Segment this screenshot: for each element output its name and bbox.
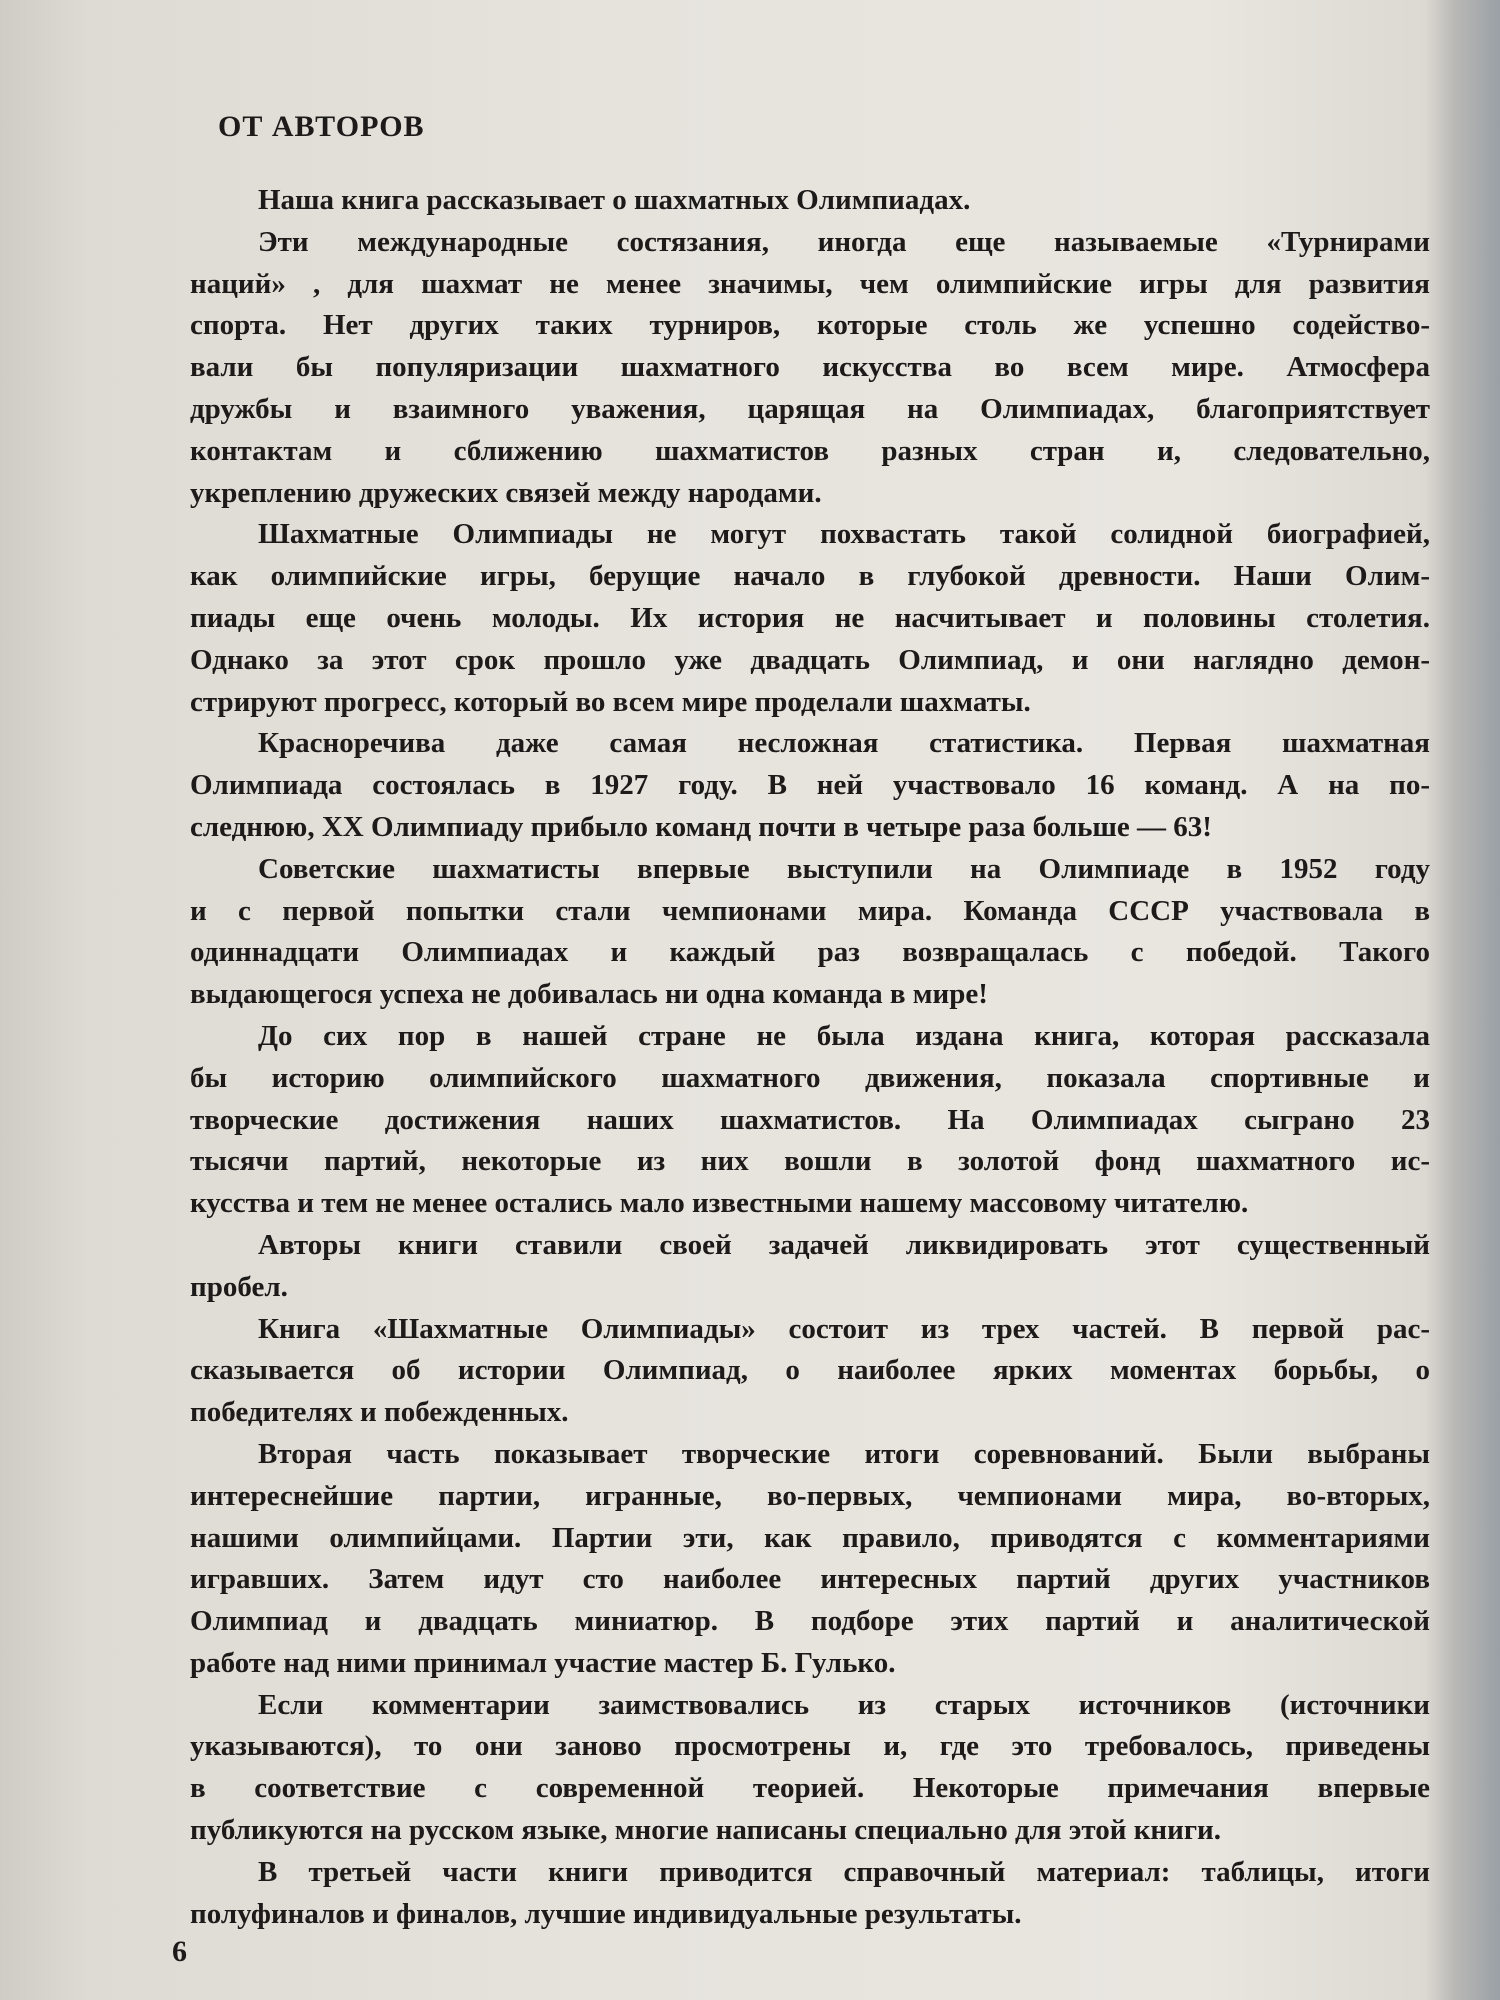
text-line: Если комментарии заимствовались из старых источников (источники: [258, 1688, 1430, 1721]
text-line: Однако за этот срок прошло уже двадцать Олимпиад, и они наглядно демон-: [190, 643, 1430, 676]
text-line: Советские шахматисты впервые выступили на Олимпиаде в 1952 году: [258, 852, 1430, 885]
page-heading: ОТ АВТОРОВ: [218, 110, 425, 143]
paragraph: [190, 1016, 1430, 1225]
page-number: 6: [172, 1935, 187, 1968]
text-line: победителях и побежденных.: [190, 1396, 569, 1429]
text-line: Шахматные Олимпиады не могут похвастать такой солидной биографией,: [258, 518, 1430, 551]
text-line: тысячи партий, некоторые из них вошли в золотой фонд шахматного ис-: [190, 1145, 1430, 1178]
text-line: сказывается об истории Олимпиад, о наиболее ярких моментах борьбы, о: [190, 1354, 1430, 1387]
text-line: в соответствие с современной теорией. Некоторые примечания впервые: [190, 1772, 1430, 1805]
paragraph: [190, 222, 1430, 515]
paragraph: [190, 1225, 1430, 1309]
text-line: Эти международные состязания, иногда еще называемые «Турнирами: [258, 225, 1430, 258]
text-line: пробел.: [190, 1270, 288, 1303]
text-line: спорта. Нет других таких турниров, которые столь же успешно содейство-: [190, 309, 1430, 342]
text-line: укреплению дружеских связей между народами.: [190, 476, 822, 509]
text-line: наций» , для шахмат не менее значимы, чем олимпийские игры для развития: [190, 267, 1430, 300]
text-line: как олимпийские игры, берущие начало в глубокой древности. Наши Олим-: [190, 560, 1430, 593]
book-page: [190, 110, 1430, 1935]
text-line: Наша книга рассказывает о шахматных Олимпиадах.: [258, 184, 971, 216]
text-line: игравших. Затем идут сто наиболее интересных партий других участников: [190, 1563, 1430, 1596]
text-line: До сих пор в нашей стране не была издана книга, которая рассказала: [258, 1019, 1430, 1052]
text-line: В третьей части книги приводится справочный материал: таблицы, итоги: [258, 1855, 1430, 1888]
text-line: контактам и сближению шахматистов разных стран и, следовательно,: [190, 434, 1430, 467]
text-line: Вторая часть показывает творческие итоги соревнований. Были выбраны: [258, 1437, 1430, 1470]
text-line: следнюю, XX Олимпиаду прибыло команд почти в четыре раза больше — 63!: [190, 810, 1212, 843]
text-line: вали бы популяризации шахматного искусства во всем мире. Атмосфера: [190, 351, 1430, 384]
text-line: нашими олимпийцами. Партии эти, как правило, приводятся с комментариями: [190, 1521, 1430, 1554]
text-line: полуфиналов и финалов, лучшие индивидуальные результаты.: [190, 1897, 1022, 1930]
text-line: Олимпиада состоялась в 1927 году. В ней участвовало 16 команд. А на по-: [190, 769, 1430, 802]
paragraph: [190, 1852, 1430, 1936]
text-line: дружбы и взаимного уважения, царящая на Олимпиадах, благоприятствует: [190, 392, 1430, 425]
text-line: выдающегося успеха не добивалась ни одна команда в мире!: [190, 978, 988, 1011]
text-line: одиннадцати Олимпиадах и каждый раз возвращалась с победой. Такого: [190, 936, 1430, 969]
text-line: кусства и тем не менее остались мало известными нашему массовому читателю.: [190, 1187, 1249, 1220]
text-line: работе над ними принимал участие мастер Б. Гулько.: [190, 1646, 896, 1679]
text-line: творческие достижения наших шахматистов. На Олимпиадах сыграно 23: [190, 1103, 1430, 1136]
body-text: [190, 180, 1430, 1935]
paragraph: [190, 180, 1430, 222]
text-line: публикуются на русском языке, многие написаны специально для этой книги.: [190, 1814, 1221, 1847]
paragraph: [190, 1685, 1430, 1852]
paragraph: [190, 514, 1430, 723]
text-line: Книга «Шахматные Олимпиады» состоит из трех частей. В первой рас-: [258, 1312, 1430, 1345]
text-line: Авторы книги ставили своей задачей ликвидировать этот существенный: [258, 1228, 1430, 1261]
text-line: Красноречива даже самая несложная статистика. Первая шахматная: [258, 727, 1430, 760]
text-line: Олимпиад и двадцать миниатюр. В подборе этих партий и аналитической: [190, 1605, 1430, 1638]
text-line: и с первой попытки стали чемпионами мира. Команда СССР участвовала в: [190, 894, 1430, 927]
paragraph: [190, 849, 1430, 1016]
paragraph: [190, 723, 1430, 848]
paragraph: [190, 1309, 1430, 1434]
text-line: указываются), то они заново просмотрены и, где это требовалось, приведены: [190, 1730, 1430, 1763]
paragraph: [190, 1434, 1430, 1685]
text-line: бы историю олимпийского шахматного движения, показала спортивные и: [190, 1061, 1430, 1094]
text-line: пиады еще очень молоды. Их история не насчитывает и половины столетия.: [190, 601, 1430, 634]
text-line: стрируют прогресс, который во всем мире проделали шахматы.: [190, 685, 1031, 718]
text-line: интереснейшие партии, игранные, во-первых, чемпионами мира, во-вторых,: [190, 1479, 1430, 1512]
